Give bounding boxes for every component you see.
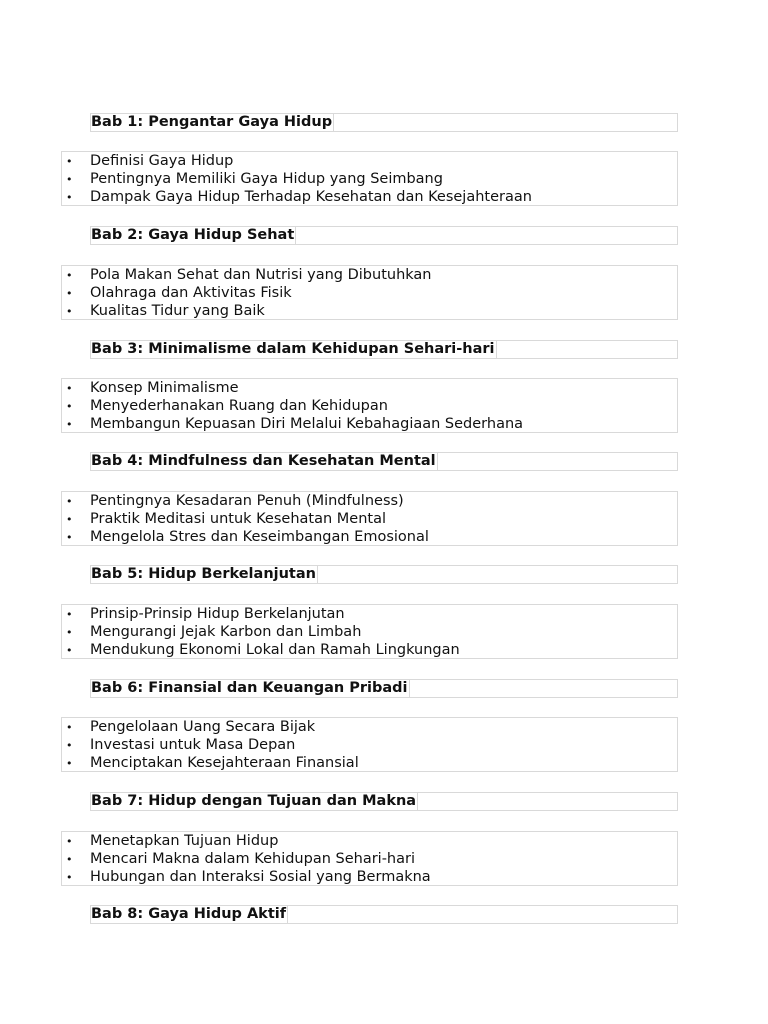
- list-item-text: Mendukung Ekonomi Lokal dan Ramah Lingkungan: [90, 642, 460, 658]
- chapter-title: Bab 7: Hidup dengan Tujuan dan Makna: [91, 793, 417, 809]
- list-item-text: Mengurangi Jejak Karbon dan Limbah: [90, 624, 362, 640]
- chapter-title: Bab 3: Minimalisme dalam Kehidupan Sehari-hari: [91, 341, 495, 357]
- bullet-icon: •: [66, 191, 73, 204]
- list-item-text: Menyederhanakan Ruang dan Kehidupan: [90, 398, 388, 414]
- bullet-icon: •: [66, 835, 73, 848]
- chapter-heading-5: [90, 565, 678, 584]
- list-item-text: Menciptakan Kesejahteraan Finansial: [90, 755, 359, 771]
- bullet-icon: •: [66, 382, 73, 395]
- bullet-icon: •: [66, 871, 73, 884]
- list-item-text: Mencari Makna dalam Kehidupan Sehari-hari: [90, 851, 415, 867]
- chapter-title: Bab 4: Mindfulness dan Kesehatan Mental: [91, 453, 436, 469]
- list-item-text: Membangun Kepuasan Diri Melalui Kebahagiaan Sederhana: [90, 416, 524, 432]
- bullet-icon: •: [66, 721, 73, 734]
- chapter-topic-list-1: [61, 151, 678, 206]
- list-item-text: Kualitas Tidur yang Baik: [90, 303, 265, 319]
- chapter-heading-1: [90, 113, 678, 132]
- chapter-heading-3: [90, 340, 678, 359]
- bullet-icon: •: [66, 644, 73, 657]
- chapter-title: Bab 5: Hidup Berkelanjutan: [91, 566, 316, 582]
- chapter-title: Bab 2: Gaya Hidup Sehat: [91, 227, 295, 243]
- bullet-icon: •: [66, 531, 73, 544]
- list-item-text: Olahraga dan Aktivitas Fisik: [90, 285, 292, 301]
- bullet-icon: •: [66, 418, 73, 431]
- list-item-text: Investasi untuk Masa Depan: [90, 737, 296, 753]
- chapter-topic-list-4: [61, 491, 678, 546]
- list-item-text: Hubungan dan Interaksi Sosial yang Bermakna: [90, 869, 431, 885]
- bullet-icon: •: [66, 626, 73, 639]
- bullet-icon: •: [66, 853, 73, 866]
- chapter-heading-4: [90, 452, 678, 471]
- bullet-icon: •: [66, 173, 73, 186]
- bullet-icon: •: [66, 495, 73, 508]
- bullet-icon: •: [66, 608, 73, 621]
- bullet-icon: •: [66, 757, 73, 770]
- bullet-icon: •: [66, 513, 73, 526]
- chapter-topic-list-5: [61, 604, 678, 659]
- list-item-text: Pentingnya Memiliki Gaya Hidup yang Seimbang: [90, 171, 443, 187]
- chapter-title: Bab 6: Finansial dan Keuangan Pribadi: [91, 680, 408, 696]
- chapter-title: Bab 8: Gaya Hidup Aktif: [91, 906, 287, 922]
- chapter-title: Bab 1: Pengantar Gaya Hidup: [91, 114, 333, 130]
- chapter-topic-list-7: [61, 831, 678, 886]
- bullet-icon: •: [66, 269, 73, 282]
- bullet-icon: •: [66, 155, 73, 168]
- list-item-text: Praktik Meditasi untuk Kesehatan Mental: [90, 511, 386, 527]
- chapter-topic-list-3: [61, 378, 678, 433]
- chapter-topic-list-6: [61, 717, 678, 772]
- chapter-heading-2: [90, 226, 678, 245]
- list-item-text: Definisi Gaya Hidup: [90, 153, 234, 169]
- bullet-icon: •: [66, 305, 73, 318]
- list-item-text: Pengelolaan Uang Secara Bijak: [90, 719, 316, 735]
- chapter-heading-7: [90, 792, 678, 811]
- list-item-text: Pentingnya Kesadaran Penuh (Mindfulness): [90, 493, 404, 509]
- list-item-text: Dampak Gaya Hidup Terhadap Kesehatan dan Kesejahteraan: [90, 189, 532, 205]
- chapter-heading-8: [90, 905, 678, 924]
- list-item-text: Pola Makan Sehat dan Nutrisi yang Dibutuhkan: [90, 267, 432, 283]
- list-item-text: Menetapkan Tujuan Hidup: [90, 833, 279, 849]
- list-item-text: Mengelola Stres dan Keseimbangan Emosional: [90, 529, 429, 545]
- bullet-icon: •: [66, 739, 73, 752]
- list-item-text: Konsep Minimalisme: [90, 380, 239, 396]
- bullet-icon: •: [66, 287, 73, 300]
- chapter-topic-list-2: [61, 265, 678, 320]
- chapter-heading-6: [90, 679, 678, 698]
- bullet-icon: •: [66, 400, 73, 413]
- list-item-text: Prinsip-Prinsip Hidup Berkelanjutan: [90, 606, 345, 622]
